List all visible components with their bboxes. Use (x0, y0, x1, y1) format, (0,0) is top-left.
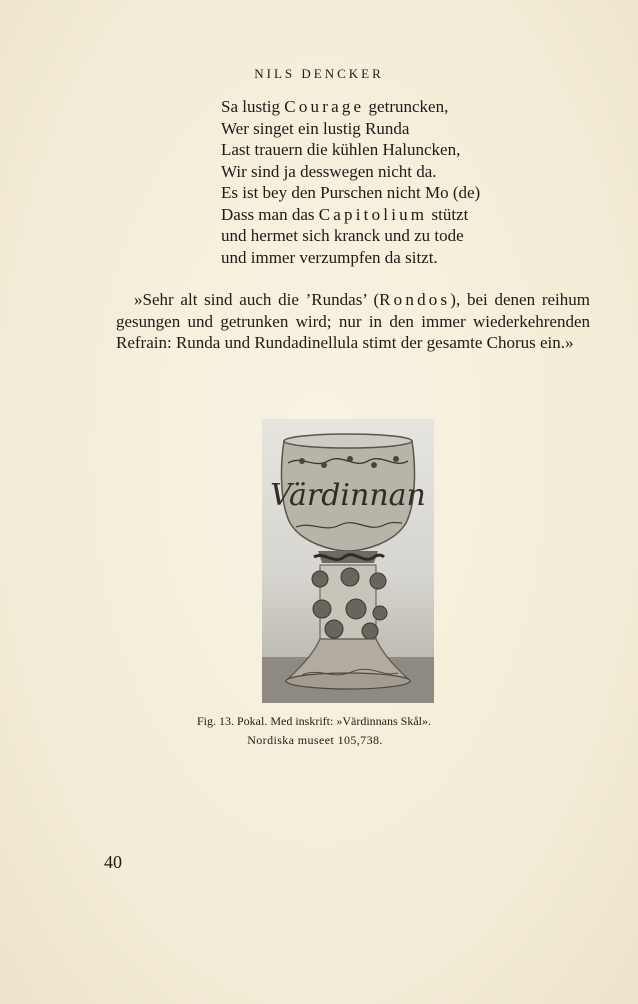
goblet-photograph (262, 419, 434, 703)
poem-line: Es ist bey den Purschen nicht Mo (de) (221, 183, 481, 202)
poem-line: Wer singet ein lustig Runda (221, 118, 410, 138)
running-head: NILS DENCKER (254, 66, 384, 81)
poem-line: Dass man das Capitolium stützt (221, 204, 469, 224)
spaced-word: Rondos (379, 290, 451, 309)
caption-line-2: Nordiska museet 105,738. (247, 733, 383, 747)
goblet-inscription: Värdinnan (270, 478, 426, 513)
poem-line: und immer verzumpfen da sitzt. (221, 247, 438, 267)
spaced-word: Courage (284, 97, 365, 116)
spaced-word: Capitolium (318, 204, 428, 224)
poem-line: und hermet sich kranck und zu tode (221, 226, 464, 245)
poem-stanza (221, 96, 521, 268)
page-number: 40 (104, 852, 122, 872)
caption-line-1: Fig. 13. Pokal. Med inskrift: »Värdinnans Skål». (197, 714, 431, 728)
poem-line: Wir sind ja desswegen nicht da. (221, 161, 437, 181)
poem-line: Last trauern die kühlen Haluncken, (221, 140, 461, 159)
figure-caption (0, 712, 638, 750)
poem-line: Sa lustig Courage getruncken, (221, 97, 449, 116)
prose-paragraph: »Sehr alt sind auch die ’Rundas’ (Rondos), bei denen reihum gesungen und getrunken wird; nur in den immer wiederkehrenden Refrain: Runda und Rundadinellula stimt der gesamte Chorus ein.» (116, 290, 590, 352)
goblet-illustration (262, 419, 434, 703)
